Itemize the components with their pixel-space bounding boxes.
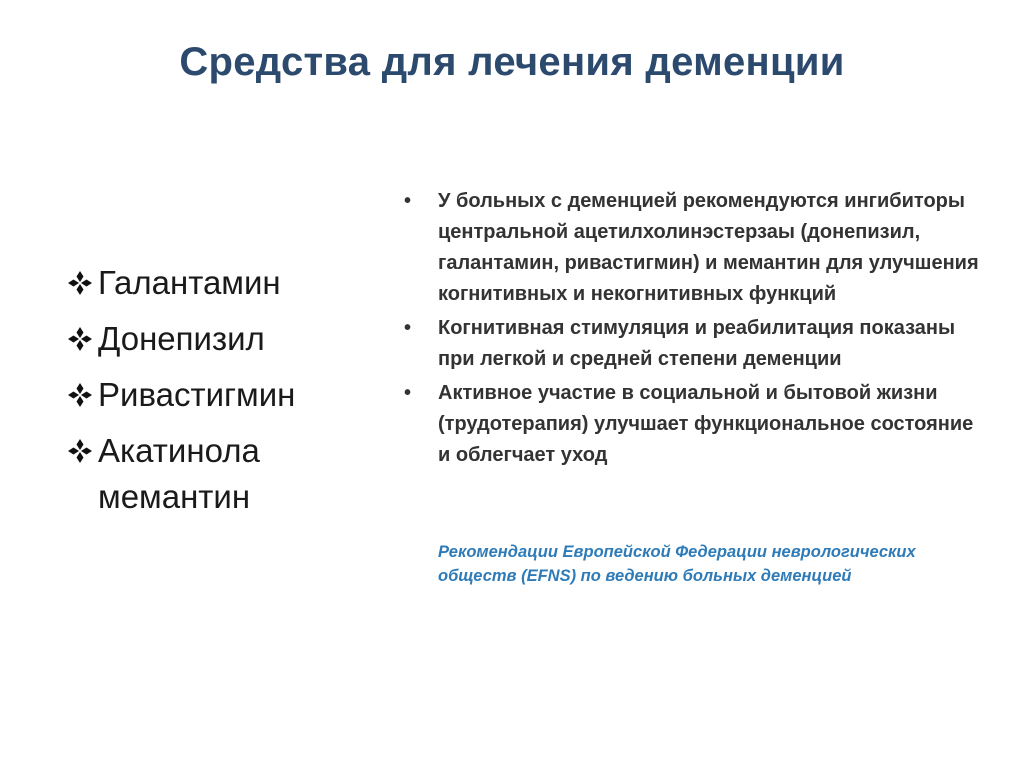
recommendation-text: Когнитивная стимуляция и реабилитация показаны при легкой и средней степени деменции (438, 317, 956, 370)
diamond-bullet-icon (62, 372, 98, 418)
drug-label: Акатинола мемантин (98, 432, 260, 515)
dot-bullet-icon: • (404, 382, 412, 404)
recommendation-text: Активное участие в социальной и бытовой жизни (трудотерапия) улучшает функциональное состояние и облегчает уход (438, 382, 974, 466)
source-note: Рекомендации Европейской Федерации неврологических обществ (EFNS) по ведению больных деменцией (438, 543, 916, 585)
slide-title: Средства для лечения деменции (179, 40, 845, 84)
dot-bullet-icon: • (404, 190, 412, 212)
recommendation-item (398, 313, 988, 375)
dot-bullet-icon: • (404, 317, 412, 339)
drug-list (62, 260, 382, 530)
drug-item (62, 260, 382, 306)
recommendation-text: У больных с деменцией рекомендуются ингибиторы центральной ацетилхолинэстерзаы (донепизил, галантамин, ривастигмин) и мемантин для улучшения когнитивных и некогнитивных функций (438, 190, 979, 305)
recommendation-item (398, 378, 988, 471)
drug-item (62, 316, 382, 362)
diamond-bullet-icon (62, 316, 98, 362)
recommendation-item (398, 186, 988, 310)
drug-label: Ривастигмин (98, 376, 296, 413)
drug-label: Галантамин (98, 264, 281, 301)
recommendation-list (398, 186, 988, 474)
diamond-bullet-icon (62, 428, 98, 474)
drug-item (62, 428, 382, 520)
drug-label: Донепизил (98, 320, 265, 357)
drug-item (62, 372, 382, 418)
diamond-bullet-icon (62, 260, 98, 306)
